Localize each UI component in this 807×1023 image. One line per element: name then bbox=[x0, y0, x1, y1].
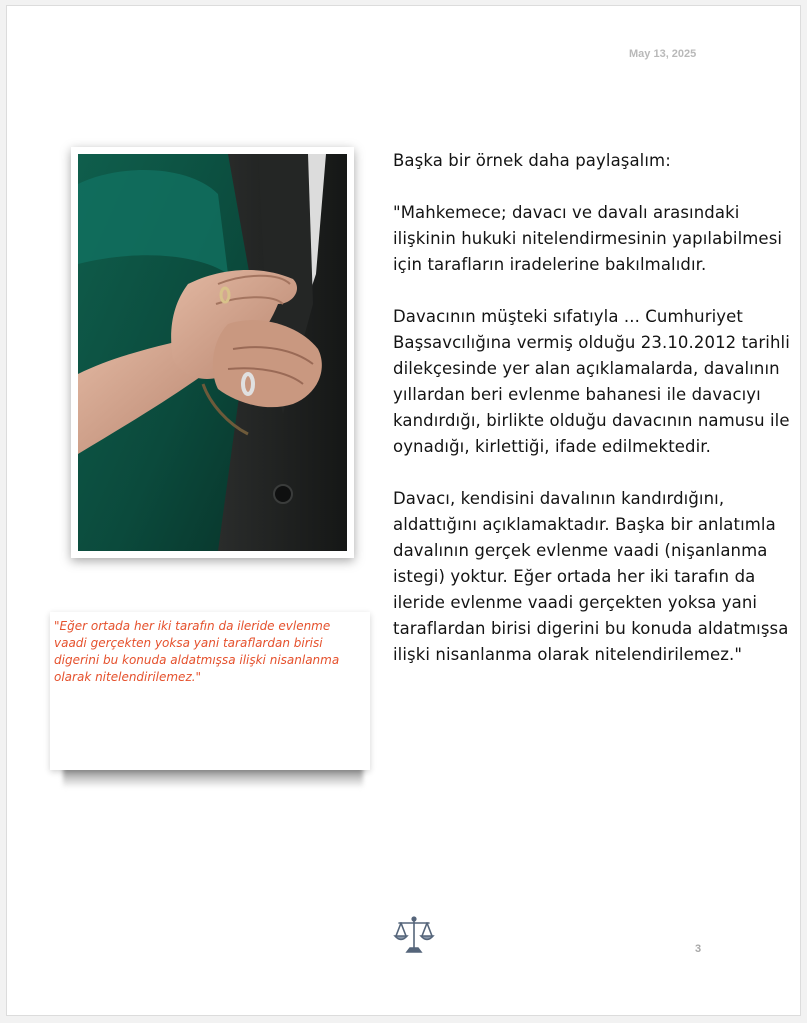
document-date: May 13, 2025 bbox=[629, 48, 697, 60]
page-number: 3 bbox=[695, 943, 702, 955]
body-paragraph-court: "Mahkemece; davacı ve davalı arasındaki ilişkinin hukuki nitelendirmesinin yapılabilmesi için tarafların iradelerine bakılmalıdır. bbox=[393, 203, 783, 274]
body-paragraph-intro: Başka bir örnek daha paylaşalım: bbox=[393, 151, 671, 170]
photo-frame bbox=[71, 147, 354, 558]
quote-card bbox=[50, 612, 370, 770]
body-paragraph-petition: Davacının müşteki sıfatıyla ... Cumhuriyet Başsavcılığına vermiş olduğu 23.10.2012 tarihli dilekçesinde yer alan açıklamalarda, davalının yıllardan beri evlenme bahanesi ile davacıyı kandırdığı, birlikte olduğu davacının namusu ile oynadığı, kirlettiği, ifade edilmektedir. bbox=[393, 307, 790, 456]
body-paragraph-claim: Davacı, kendisini davalının kandırdığını, aldattığını açıklamaktadır. Başka bir anlatımla davalının gerçek evlenme vaadi (nişanlanma istegi) yoktur. Eğer ortada her iki tarafın da ileride evlenme vaadi gerçekten yoksa yani taraflardan birisi digerini bu konuda aldatmışsa ilişki nisanlanma olarak nitelendirilemez." bbox=[393, 489, 789, 664]
scales-of-justice-icon bbox=[393, 914, 435, 956]
document-page bbox=[6, 5, 801, 1016]
hands-rings-photo bbox=[78, 154, 347, 551]
quote-text: "Eğer ortada her iki tarafın da ileride evlenme vaadi gerçekten yoksa yani taraflardan birisi digerini bu konuda aldatmışsa ilişki nisanlanma olarak nitelendirilemez." bbox=[54, 619, 340, 684]
body-text bbox=[393, 148, 793, 694]
